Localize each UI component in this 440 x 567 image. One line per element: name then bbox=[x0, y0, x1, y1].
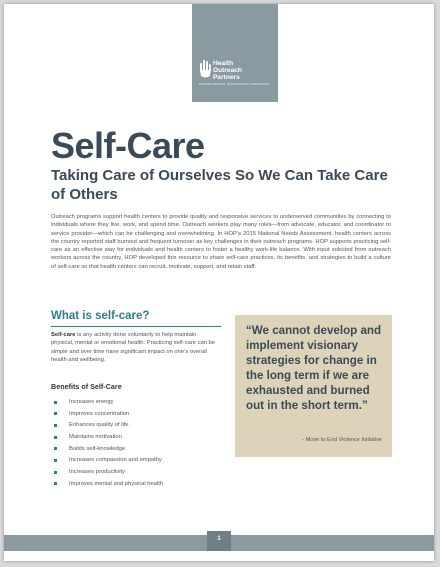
bullet-icon bbox=[54, 471, 57, 474]
intro-paragraph: Outreach programs support health centers to provide quality and responsive services to underserved communities by connecting to individuals where they live, work, and spend time. Outreach workers play many roles—from advocate, educator, and coordinator to service provider—which can be challenging and overwhelming. In HOP’s 2015 National Needs Assessment, health centers across the country reported staff burnout and frequent turnover as key challenges in their outreach programs. HOP supports practicing self-care as an effective way for individuals and health centers to foster a healthy work-life balance. With input solicited from outreach workers across the country, HOP developed this resource to share self-care practices, its benefits, and strategies to build a culture of self-care so that health centers can recruit, motivate, support, and retain staff. bbox=[51, 214, 391, 270]
list-item-text: Improves concentration bbox=[69, 410, 130, 417]
bullet-icon bbox=[54, 459, 57, 462]
list-item bbox=[51, 468, 163, 480]
hand-logo-icon bbox=[199, 59, 211, 79]
logo-wordmark bbox=[213, 60, 242, 81]
list-item bbox=[51, 445, 163, 457]
list-item-text: Maintains motivation bbox=[69, 434, 122, 441]
section-heading: What is self-care? bbox=[51, 310, 150, 322]
list-item-text: Builds self-knowledge bbox=[69, 445, 126, 452]
definition-paragraph bbox=[51, 331, 219, 364]
list-item bbox=[51, 433, 163, 445]
definition-text: is any activity done voluntarily to help maintain physical, mental or emotional health. Practicing self-care can be simple and over time have significant impact on one’s overall health and wellbeing. bbox=[51, 332, 216, 363]
list-item bbox=[51, 398, 163, 410]
bullet-icon bbox=[54, 482, 57, 485]
list-item-text: Increases compassion and empathy bbox=[69, 457, 162, 464]
pull-quote-attribution: - Move to End Violence Initiative bbox=[302, 437, 382, 443]
page-number: 1 bbox=[217, 536, 221, 542]
benefits-heading: Benefits of Self-Care bbox=[51, 382, 122, 391]
list-item bbox=[51, 410, 163, 422]
page-number-box bbox=[207, 531, 231, 551]
bullet-icon bbox=[54, 412, 57, 415]
logo-line-3: Partners bbox=[213, 74, 240, 81]
pull-quote-box bbox=[235, 315, 392, 457]
logo-tagline: BUILDING BRIDGES, TRANSFORMING COMMUNITIES bbox=[199, 83, 270, 86]
page-title: Self-Care bbox=[51, 125, 205, 166]
list-item bbox=[51, 480, 163, 492]
list-item bbox=[51, 456, 163, 468]
list-item bbox=[51, 421, 163, 433]
page-subtitle: Taking Care of Ourselves So We Can Take Care of Others bbox=[51, 167, 388, 203]
bullet-icon bbox=[54, 401, 57, 404]
bullet-icon bbox=[54, 424, 57, 427]
bullet-icon bbox=[54, 436, 57, 439]
list-item-text: Increases productivity bbox=[69, 469, 126, 476]
definition-term: Self-care bbox=[51, 332, 76, 338]
list-item-text: Improves mental and physical health bbox=[69, 480, 164, 487]
logo-line-1: Health bbox=[213, 60, 234, 67]
benefits-list bbox=[51, 398, 163, 492]
bullet-icon bbox=[54, 447, 57, 450]
list-item-text: Enhances quality of life bbox=[69, 422, 129, 429]
list-item-text: Increases energy bbox=[69, 399, 114, 405]
document-page bbox=[4, 4, 434, 561]
pull-quote-text: “We cannot develop and implement visionary strategies for change in the long term if we are exhausted and burned out in the short term.” bbox=[246, 324, 382, 412]
logo-line-2: Outreach bbox=[213, 67, 242, 74]
heading-divider bbox=[51, 326, 221, 327]
logo-block bbox=[192, 4, 278, 102]
